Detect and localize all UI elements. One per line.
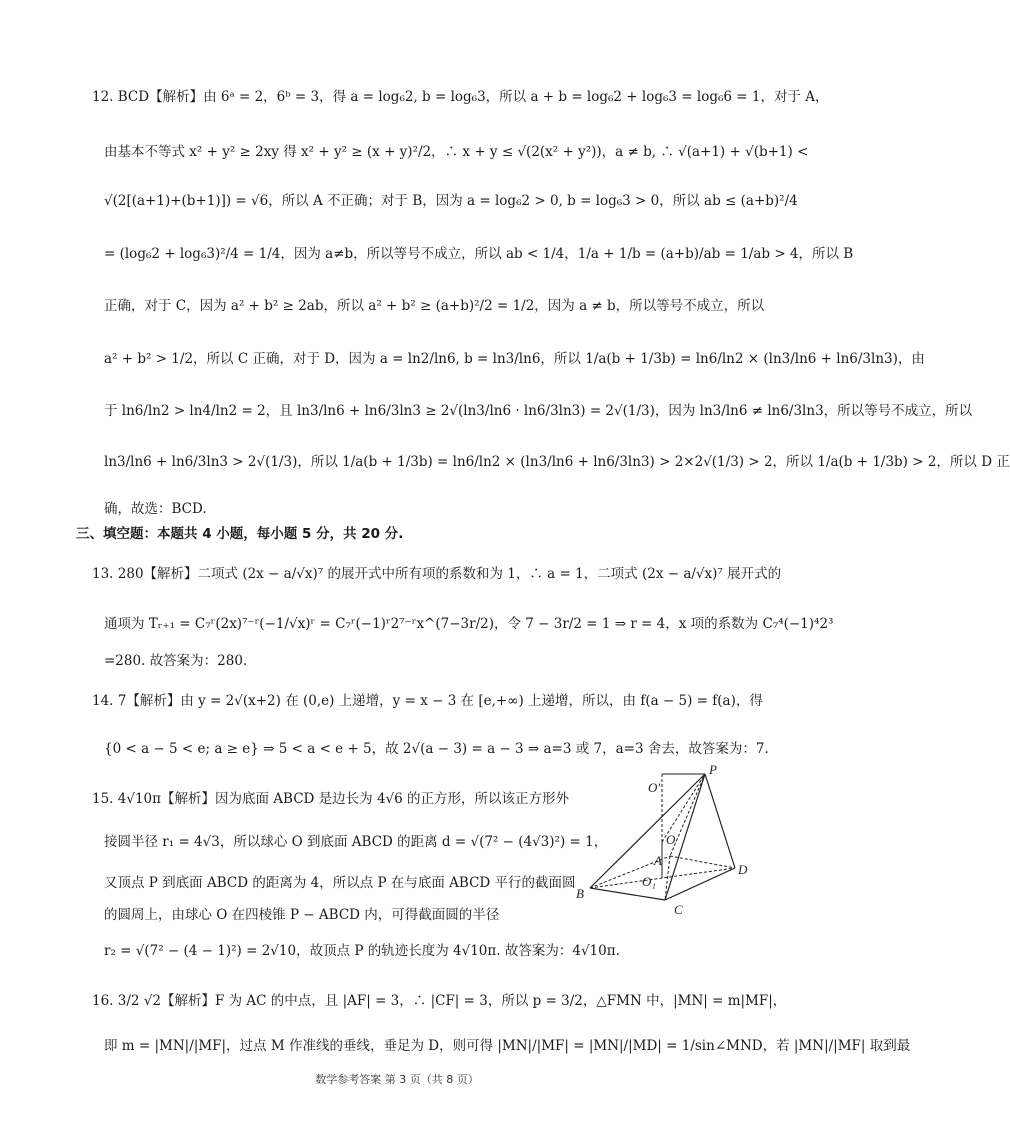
edge-PD [705,774,735,868]
label-C: C [674,902,683,917]
answer-12-line-5: 正确，对于 C，因为 a² + b² ≥ 2ab，所以 a² + b² ≥ (a+b)²/2 = 1/2，因为 a ≠ b，所以等号不成立，所以 [104,298,765,314]
label-P: P [709,762,717,777]
answer-12-line-3: √(2[(a+1)+(b+1)]) = √6，所以 A 不正确；对于 B，因为 a = log₆2 > 0, b = log₆3 > 0，所以 ab ≤ (a+b)²/4 [104,193,798,209]
answer-14-line-1: 14. 7【解析】由 y = 2√(x+2) 在 (0,e) 上递增，y = x − 3 在 [e,+∞) 上递增，所以，由 f(a − 5) = f(a)，得 [92,693,763,709]
answer-16-line-1: 16. 3/2 √2【解析】F 为 AC 的中点，且 |AF| = 3，∴ |CF| = 3，所以 p = 3/2，△FMN 中，|MN| = m|MF|， [92,993,787,1009]
answer-15-line-3: 又顶点 P 到底面 ABCD 的距离为 4，所以点 P 在与底面 ABCD 平行的截面圆 [104,875,576,891]
answer-13-line-3: =280. 故答案为：280. [104,653,248,669]
edge-AD [670,856,735,868]
page-footer: 数学参考答案 第 3 页（共 8 页） [315,1073,479,1086]
label-D: D [738,862,748,877]
label-A: A [654,853,662,868]
answer-14-line-2: {0 < a − 5 < e; a ≥ e} ⇒ 5 < a < e + 5，故 2√(a − 3) = a − 3 ⇒ a=3 或 7，a=3 舍去，故答案为：7. [104,741,769,757]
answer-15-line-2: 接圆半径 r₁ = 4√3，所以球心 O 到底面 ABCD 的距离 d = √(7² − (4√3)²) = 1， [104,834,608,850]
label-O-prime: O' [648,780,661,795]
pyramid-figure [570,760,750,925]
answer-12-line-6: a² + b² > 1/2，所以 C 正确，对于 D，因为 a = ln2/ln6, b = ln3/ln6，所以 1/a(b + 1/3b) = ln6/ln2 × (ln3/ln6 + ln6/3ln3)，由 [104,351,925,367]
label-O1: O₁ [642,874,656,889]
answer-15-line-1: 15. 4√10π【解析】因为底面 ABCD 是边长为 4√6 的正方形，所以该正方形外 [92,791,570,807]
answer-12-line-1: 12. BCD【解析】由 6ᵃ = 2，6ᵇ = 3，得 a = log₆2, b = log₆3，所以 a + b = log₆2 + log₆3 = log₆6 = 1，对于 A， [92,89,829,105]
section-heading-fill-in: 三、填空题：本题共 4 小题，每小题 5 分，共 20 分. [76,526,404,542]
answer-12-line-2: 由基本不等式 x² + y² ≥ 2xy 得 x² + y² ≥ (x + y)²/2，∴ x + y ≤ √(2(x² + y²))，a ≠ b, ∴ √(a+1) + √(b+1) < [104,144,809,160]
answer-12-line-7: 于 ln6/ln2 > ln4/ln2 = 2，且 ln3/ln6 + ln6/3ln3 ≥ 2√(ln3/ln6 · ln6/3ln3) = 2√(1/3)，因为 ln3/ln6 ≠ ln6/3ln3，所以等号不成立，所以 [104,403,973,419]
answer-16-line-2: 即 m = |MN|/|MF|，过点 M 作准线的垂线，垂足为 D，则可得 |MN|/|MF| = |MN|/|MD| = 1/sin∠MND，若 |MN|/|MF| 取到最 [104,1038,911,1054]
answer-13-line-2: 通项为 Tᵣ₊₁ = C₇ʳ(2x)⁷⁻ʳ(−1/√x)ʳ = C₇ʳ(−1)ʳ2⁷⁻ʳx^(7−3r/2)，令 7 − 3r/2 = 1 ⇒ r = 4，x 项的系数为 C₇⁴(−1)⁴2³ [104,616,834,632]
answer-15-line-4: 的圆周上，由球心 O 在四棱锥 P − ABCD 内，可得截面圆的半径 [104,907,500,923]
label-B: B [576,886,584,901]
answer-12-line-4: = (log₆2 + log₆3)²/4 = 1/4，因为 a≠b，所以等号不成立，所以 ab < 1/4，1/a + 1/b = (a+b)/ab = 1/ab > 4，所以 B [104,246,854,262]
answer-12-line-9: 确，故选：BCD. [104,501,207,517]
edge-BC [590,888,665,900]
answer-15-line-5: r₂ = √(7² − (4 − 1)²) = 2√10，故顶点 P 的轨迹长度为 4√10π. 故答案为：4√10π. [104,943,620,959]
label-O: O [666,832,676,847]
answer-12-line-8: ln3/ln6 + ln6/3ln3 > 2√(1/3)，所以 1/a(b + 1/3b) = ln6/ln2 × (ln3/ln6 + ln6/3ln3) > 2×2√(1/3) > 2，所以 1/a(b + 1/3b) > 2，所以 D 正 [104,454,1010,470]
answer-13-line-1: 13. 280【解析】二项式 (2x − a/√x)⁷ 的展开式中所有项的系数和为 1，∴ a = 1，二项式 (2x − a/√x)⁷ 展开式的 [92,566,782,582]
